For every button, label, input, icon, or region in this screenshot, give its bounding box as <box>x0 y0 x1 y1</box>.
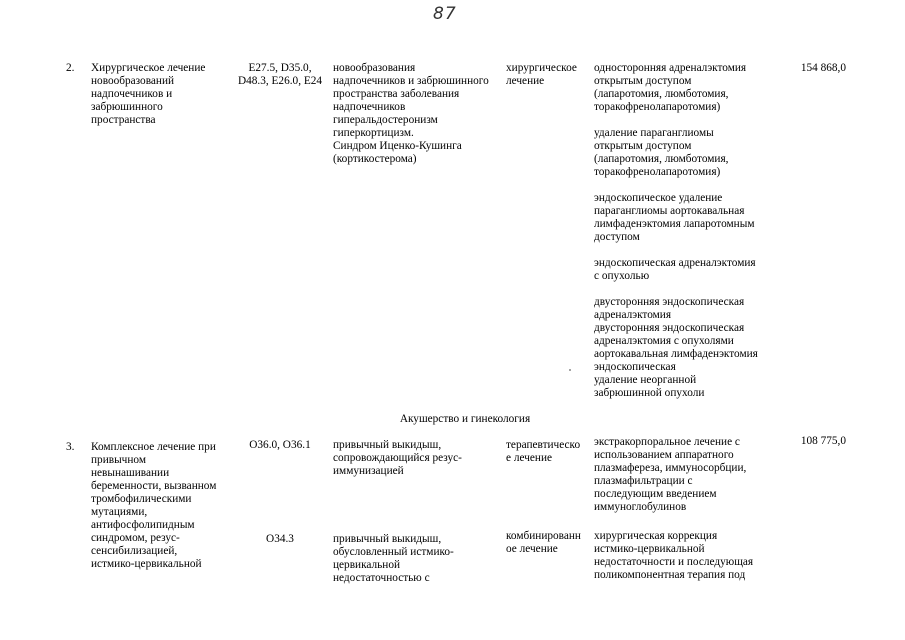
method-item: двусторонняя эндоскопическая адреналэктомия двусторонняя эндоскопическая адреналэктомия с опухолями аортокавальная лимфаденэктомия эндоскопическая удаление неорганной забрюшинной опухоли <box>594 296 758 399</box>
method-item: экстракорпоральное лечение с использованием аппаратного плазмафереза, иммуносорбции, плазмафильтрации с последующим введением иммуноглобулинов <box>594 436 747 513</box>
row-model: привычный выкидыш, сопровождающийся резус- иммунизацией <box>333 439 462 477</box>
row-codes: O36.0, O36.1 <box>249 439 311 451</box>
method-item: эндоскопическая адреналэктомия с опухолью <box>594 257 756 282</box>
method-item: эндоскопическое удаление параганглиомы аортокавальная лимфаденэктомия лапаротомным доступом <box>594 192 755 243</box>
row-name: Хирургическое лечение новообразований надпочечников и забрюшинного пространства <box>91 62 206 126</box>
row-codes: O34.3 <box>266 533 294 545</box>
row-treatment-type: комбинированн ое лечение <box>506 530 581 555</box>
method-item: удаление параганглиомы открытым доступом (лапаротомия, люмботомия, торакофренолапаротомия) <box>594 127 729 178</box>
scan-speck <box>569 369 571 371</box>
row-number: 2. <box>66 62 75 74</box>
row-name: Комплексное лечение при привычном невынашивании беременности, вызванном тромбофилическими мутациями, антифосфолипидным синдромом, резус- сенсибилизацией, истмико-цервикальной <box>91 441 217 570</box>
page-number: 87 <box>433 4 457 24</box>
method-item: односторонняя адреналэктомия открытым доступом (лапаротомия, люмботомия, торакофренолапаротомия) <box>594 62 747 113</box>
row-treatment-type: терапевтическо е лечение <box>506 439 581 464</box>
section-title: Акушерство и гинекология <box>399 413 531 425</box>
row-price: 108 775,0 <box>800 435 846 447</box>
row-number: 3. <box>66 441 75 453</box>
row-model: привычный выкидыш, обусловленный истмико- цервикальной недостаточностью с <box>333 533 454 584</box>
row-codes: E27.5, D35.0, D48.3, E26.0, E24 <box>237 62 323 87</box>
row-price: 154 868,0 <box>800 62 846 74</box>
method-item: хирургическая коррекция истмико-цервикальной недостаточности и последующая поликомпонентная терапия под <box>594 530 754 581</box>
row-treatment-type: хирургическое лечение <box>506 62 577 87</box>
row-model: новообразования надпочечников и забрюшинного пространства заболевания надпочечников гиперальдостеронизм гиперкортицизм. Синдром Иценко-Кушинга (кортикостерома) <box>333 62 489 165</box>
